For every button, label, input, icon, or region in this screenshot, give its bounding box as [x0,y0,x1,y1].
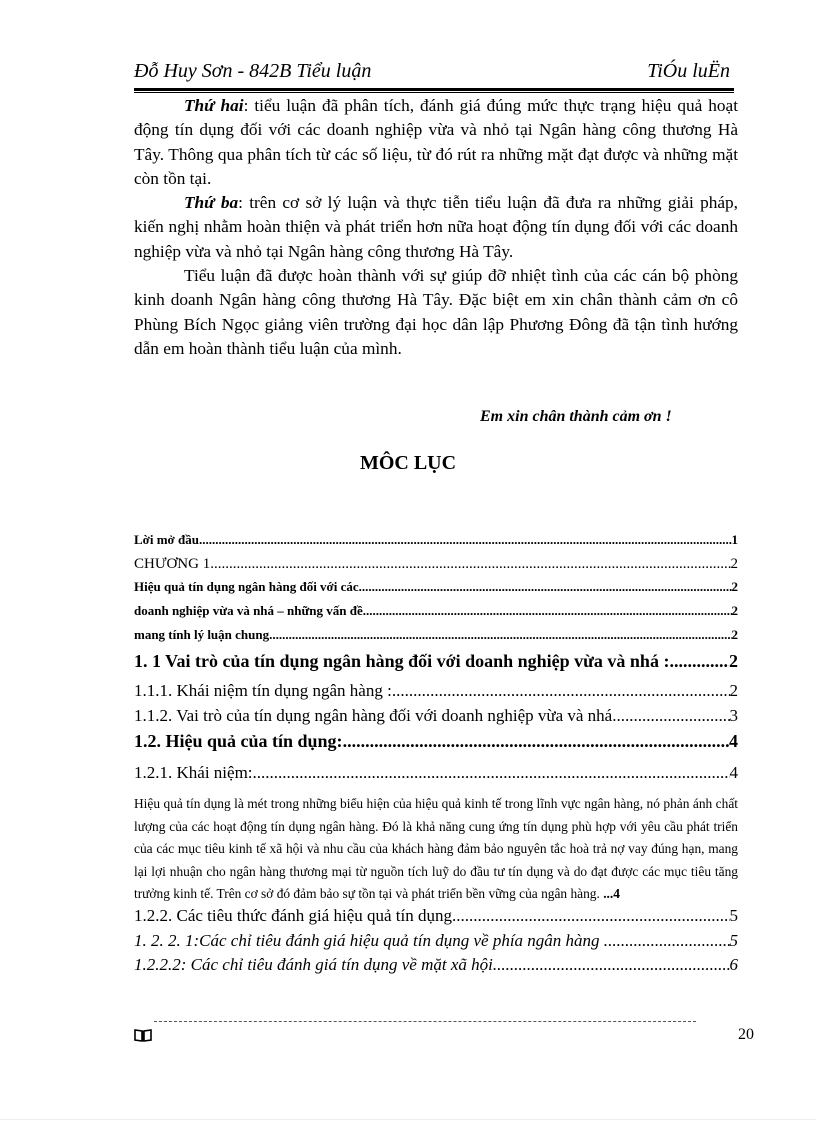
thanks-line: Em xin chân thành cảm ơn ! [480,408,672,425]
paragraph: Thứ ba: trên cơ sở lý luận và thực tiễn tiểu luận đã đưa ra những giải pháp, kiến nghị nhằm hoàn thiện và phát triển hơn nữa hoạt động tín dụng đối với các doanh nghiệp vừa và nhỏ tại Ngân hàng công thương Hà Tây. [134,193,738,261]
toc-entry[interactable]: mang tính lý luận chung. ..... 2 [134,627,738,651]
footer-rule [154,1021,696,1022]
toc-entry[interactable]: 1.2.2. Các tiêu thức đánh giá hiệu quả tín dụng. ..... 5 [134,906,738,931]
paragraph: Tiểu luận đã được hoàn thành với sự giúp đỡ nhiệt tình của các cán bộ phòng kinh doanh Ngân hàng công thương Hà Tây. Đặc biệt em xin chân thành cảm ơn cô Phùng Bích Ngọc giảng viên trường đại học dân lập Phương Đông đã tận tình hướng dẫn em hoàn thành tiểu luận của mình. [134,266,738,358]
book-icon [134,1028,152,1047]
toc-entry[interactable]: 1. 2. 2. 1:Các chỉ tiêu đánh giá hiệu quả tín dụng về phía ngân hàng . ..... 5 [134,931,738,955]
toc-entry[interactable]: 1.2.1. Khái niệm: ..... 4 [134,759,738,793]
header-author: Đỗ Huy Sơn - 842B Tiểu luận [134,60,372,82]
toc-entry-paragraph[interactable]: Hiệu quả tín dụng là mét trong những biểu hiện của hiệu quả kinh tế trong lĩnh vực ngân hàng, nó phản ánh chất lượng của các hoạt động tín dụng ngân hàng. Đó là khả năng cung ứng tín dụng phù hợp với yêu cầu phát triển của các mục tiêu kinh tế xã hội và nhu cầu của khách hàng đảm bảo nguyên tắc hoà trả nợ vay đúng hạn, mang lại lợi nhuận cho ngân hàng thương mại từ nguồn tích luỹ do đầu tư tín dụng và do đạt được các mục tiêu tăng trưởng kinh tế. Trên cơ sở đó đảm bảo sự tồn tại và phát triển bền vững của ngân hàng. ...4 [134,796,738,901]
toc-title: MÔC LỤC [359,452,457,474]
paragraph-lead: Thứ ba [184,193,239,213]
page-number: 20 [738,1026,754,1043]
toc-entry[interactable]: CHƯƠNG 1 ..... 2 [134,556,738,579]
header-rule [134,88,734,91]
toc-entry[interactable]: doanh nghiệp vừa và nhá – những vấn đề ..... 2 [134,603,738,627]
toc-entry[interactable]: 1. 1 Vai trò của tín dụng ngân hàng đối với doanh nghiệp vừa và nhá : ..... 2 [134,651,738,681]
toc-entry[interactable]: 1.1.1. Khái niệm tín dụng ngân hàng : ..... 2 [134,681,738,706]
table-of-contents [134,532,738,979]
page-header [134,60,730,86]
toc-entry[interactable]: Lời mở đầu ..... 1 [134,532,738,556]
toc-entry[interactable]: 1.1.2. Vai trò của tín dụng ngân hàng đối với doanh nghiệp vừa và nhá. ..... 3 [134,706,738,731]
toc-entry[interactable]: 1.2. Hiệu quả của tín dụng: ..... 4 [134,731,738,759]
toc-entry[interactable]: Hiệu quả tín dụng ngân hàng đối với các ..... 2 [134,579,738,603]
header-rule-thin [134,92,734,93]
body-text [134,94,738,361]
paragraph: Thứ hai: tiểu luận đã phân tích, đánh giá đúng mức thực trạng hiệu quả hoạt động tín dụng đối với các doanh nghiệp vừa và nhỏ tại Ngân hàng công thương Hà Tây. Thông qua phân tích từ các số liệu, từ đó rút ra những mặt đạt được và những mặt còn tồn tại. [134,96,738,188]
page-edge [0,1119,816,1120]
paragraph-lead: Thứ hai [184,96,244,115]
toc-entry[interactable]: 1.2.2.2: Các chỉ tiêu đánh giá tín dụng về mặt xã hội. ..... 6 [134,955,738,979]
header-doc-type: TiÓu luËn [647,60,730,82]
